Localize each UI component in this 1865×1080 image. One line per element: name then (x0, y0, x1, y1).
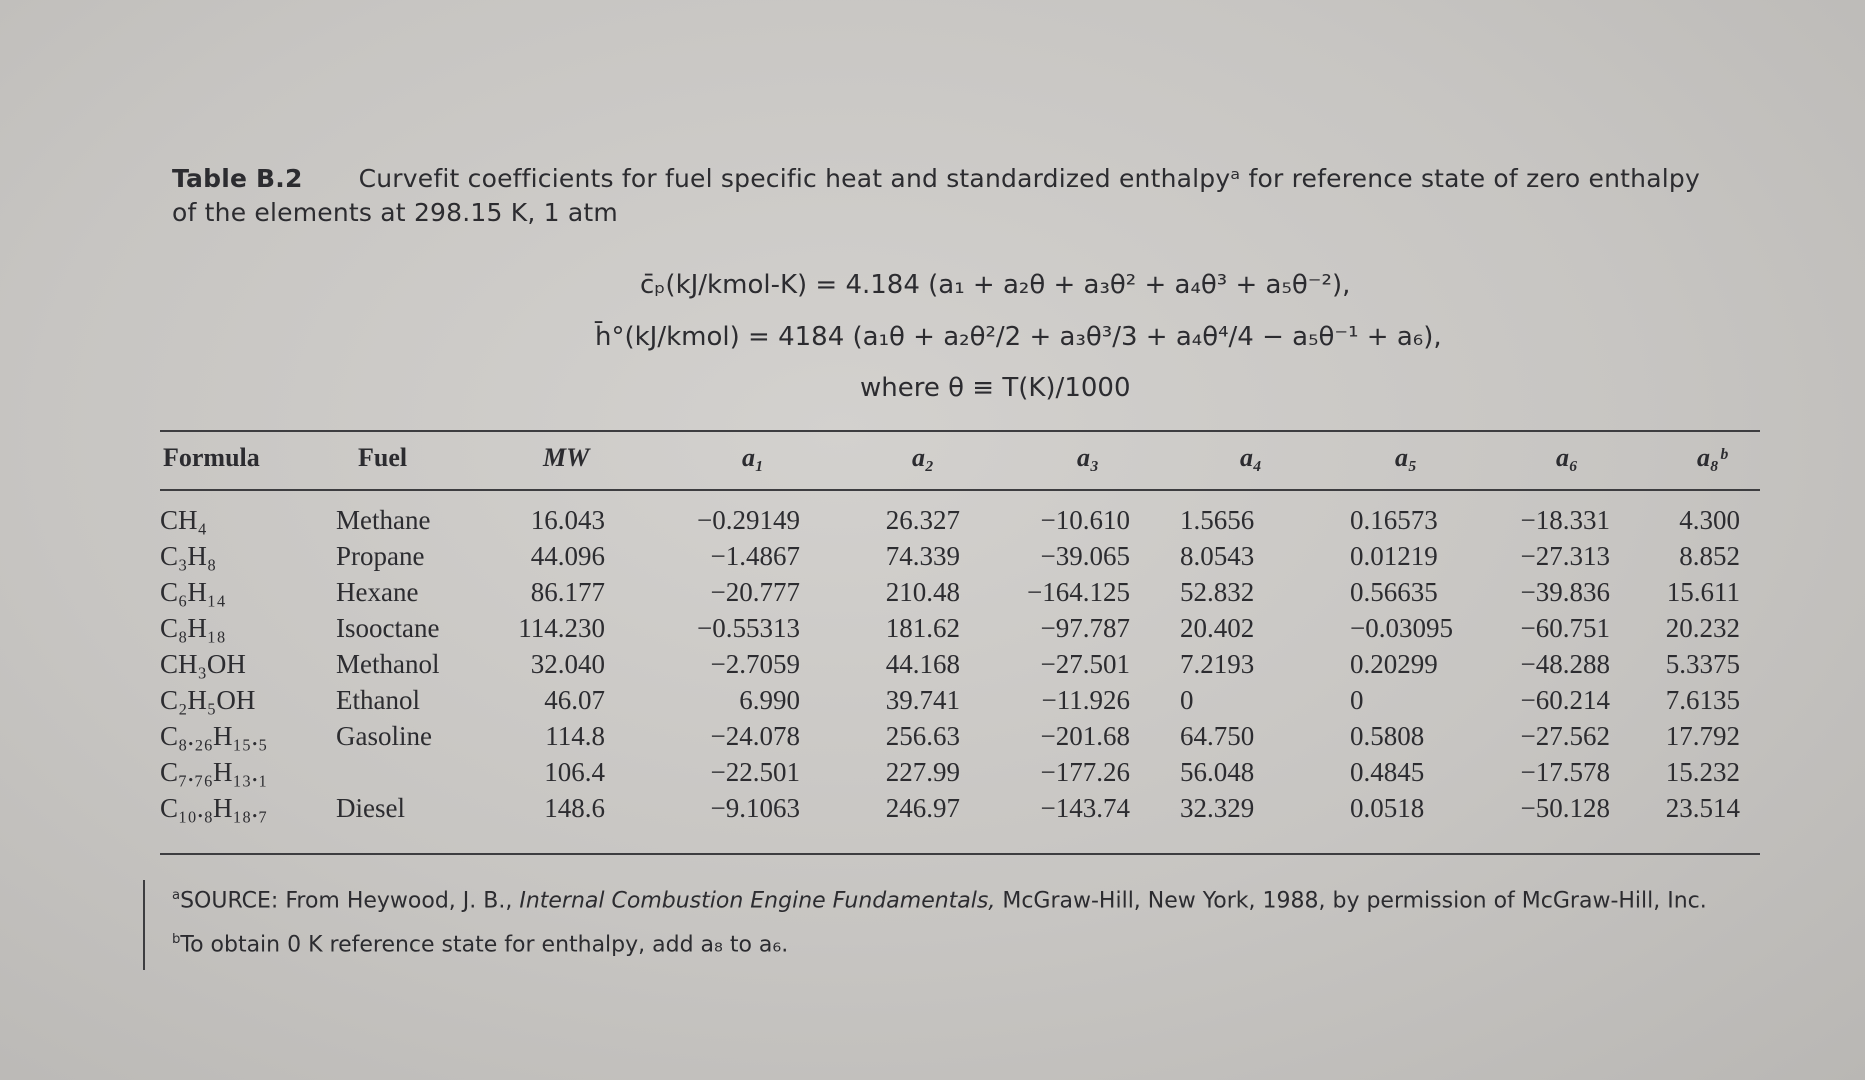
header-a8: a₈ᵇ (1697, 443, 1727, 472)
footnote-source-pre: SOURCE: From Heywood, J. B., (180, 888, 520, 914)
table-row (0, 721, 1865, 757)
header-a3: a₃ (1077, 443, 1100, 472)
a5-cell: 0.56635 (1350, 577, 1438, 607)
table-row (0, 541, 1865, 577)
table-top-rule (160, 430, 1760, 432)
theta-definition: where θ ≡ T(K)/1000 (860, 373, 1131, 403)
mw-cell: 16.043 (530, 505, 605, 535)
fuel-cell: Diesel (336, 793, 405, 823)
a3-cell: −10.610 (1040, 505, 1130, 535)
footnote-reference-state (172, 932, 788, 957)
a4-cell: 7.2193 (1180, 649, 1255, 679)
footnote-source-post: McGraw-Hill, New York, 1988, by permission of McGraw-Hill, Inc. (995, 888, 1707, 914)
a6-cell: −27.313 (1520, 541, 1610, 571)
table-row (0, 577, 1865, 613)
fuel-cell: Isooctane (336, 613, 440, 643)
a5-cell: 0.20299 (1350, 649, 1438, 679)
a4-cell: 8.0543 (1180, 541, 1255, 571)
a3-cell: −177.26 (1040, 757, 1130, 787)
a5-cell: 0.4845 (1350, 757, 1425, 787)
header-formula: Formula (163, 443, 260, 472)
a3-cell: −39.065 (1040, 541, 1130, 571)
a8-cell: 23.514 (1665, 793, 1740, 823)
cp-equation: c̄ₚ(kJ/kmol-K) = 4.184 (a₁ + a₂θ + a₃θ² + a₄θ³ + a₅θ⁻²), (640, 270, 1351, 300)
a1-cell: −1.4867 (710, 541, 800, 571)
a8-cell: 7.6135 (1665, 685, 1740, 715)
fuel-cell: Gasoline (336, 721, 432, 751)
header-a5: a₅ (1395, 443, 1418, 472)
a1-cell: −0.55313 (697, 613, 800, 643)
header-a4: a₄ (1240, 443, 1263, 472)
a6-cell: −60.214 (1520, 685, 1610, 715)
a8-cell: 15.611 (1666, 577, 1740, 607)
a1-cell: −24.078 (710, 721, 800, 751)
a5-cell: −0.03095 (1350, 613, 1453, 643)
a8-cell: 15.232 (1665, 757, 1740, 787)
formula-cell: CH₄ (160, 505, 207, 535)
a4-cell: 0 (1180, 685, 1194, 715)
header-mw: MW (543, 443, 590, 472)
a2-cell: 44.168 (885, 649, 960, 679)
a4-cell: 64.750 (1180, 721, 1255, 751)
a8-cell: 4.300 (1679, 505, 1740, 535)
a3-cell: −11.926 (1041, 685, 1130, 715)
a2-cell: 39.741 (885, 685, 960, 715)
enthalpy-equation: h̄°(kJ/kmol) = 4184 (a₁θ + a₂θ²/2 + a₃θ³/3 + a₄θ⁴/4 − a₅θ⁻¹ + a₆), (595, 322, 1442, 352)
fuel-cell: Methanol (336, 649, 440, 679)
a3-cell: −164.125 (1027, 577, 1130, 607)
header-a6: a₆ (1556, 443, 1579, 472)
a5-cell: 0.5808 (1350, 721, 1425, 751)
footnote-a-mark: a (172, 888, 181, 903)
fuel-cell: Propane (336, 541, 425, 571)
a5-cell: 0 (1350, 685, 1364, 715)
mw-cell: 86.177 (530, 577, 605, 607)
footnote-source (172, 888, 1707, 913)
footnote-b-mark: b (172, 932, 181, 947)
a2-cell: 181.62 (885, 613, 960, 643)
mw-cell: 148.6 (544, 793, 605, 823)
a6-cell: −48.288 (1520, 649, 1610, 679)
a6-cell: −27.562 (1520, 721, 1610, 751)
a8-cell: 5.3375 (1665, 649, 1740, 679)
fuel-cell: Ethanol (336, 685, 420, 715)
caption-text: Curvefit coefficients for fuel specific heat and standardized enthalpyᵃ for reference state of zero enthalpy of the elements at 298.15 K, 1 atm (172, 164, 1700, 227)
formula-cell: C₇.₇₆H₁₃.₁ (160, 757, 268, 787)
footnote-bar (143, 880, 145, 970)
a6-cell: −39.836 (1520, 577, 1610, 607)
footnote-reference-text: To obtain 0 K reference state for enthalpy, add a₈ to a₆. (180, 932, 789, 958)
mw-cell: 32.040 (530, 649, 605, 679)
a4-cell: 52.832 (1180, 577, 1255, 607)
a1-cell: −9.1063 (710, 793, 800, 823)
a6-cell: −18.331 (1520, 505, 1610, 535)
table-row (0, 649, 1865, 685)
mw-cell: 46.07 (544, 685, 605, 715)
header-a1: a₁ (742, 443, 765, 472)
table-label: Table B.2 (172, 164, 303, 193)
mw-cell: 44.096 (530, 541, 605, 571)
a3-cell: −27.501 (1040, 649, 1130, 679)
table-caption (172, 162, 1732, 230)
table-row (0, 793, 1865, 829)
a4-cell: 1.5656 (1180, 505, 1255, 535)
fuel-cell: Methane (336, 505, 431, 535)
a4-cell: 32.329 (1180, 793, 1255, 823)
formula-cell: C₁₀.₈H₁₈.₇ (160, 793, 268, 823)
a5-cell: 0.16573 (1350, 505, 1438, 535)
a1-cell: −22.501 (710, 757, 800, 787)
formula-cell: CH₃OH (160, 649, 246, 679)
table-row (0, 685, 1865, 721)
a2-cell: 26.327 (885, 505, 960, 535)
table-header-rule (160, 489, 1760, 491)
a5-cell: 0.0518 (1350, 793, 1425, 823)
header-a2: a₂ (912, 443, 935, 472)
a3-cell: −201.68 (1040, 721, 1130, 751)
header-fuel: Fuel (358, 443, 408, 472)
formula-cell: C₆H₁₄ (160, 577, 226, 607)
a2-cell: 246.97 (885, 793, 960, 823)
table-row (0, 505, 1865, 541)
a4-cell: 56.048 (1180, 757, 1255, 787)
a8-cell: 17.792 (1665, 721, 1740, 751)
a6-cell: −60.751 (1520, 613, 1610, 643)
a5-cell: 0.01219 (1350, 541, 1438, 571)
formula-cell: C₈H₁₈ (160, 613, 226, 643)
formula-cell: C₈.₂₆H₁₅.₅ (160, 721, 268, 751)
a3-cell: −143.74 (1040, 793, 1130, 823)
a2-cell: 227.99 (885, 757, 960, 787)
a2-cell: 256.63 (885, 721, 960, 751)
table-bottom-rule (160, 853, 1760, 855)
a6-cell: −17.578 (1520, 757, 1610, 787)
a8-cell: 20.232 (1665, 613, 1740, 643)
a1-cell: −2.7059 (710, 649, 800, 679)
footnote-source-book: Internal Combustion Engine Fundamentals, (519, 888, 996, 914)
fuel-cell: Hexane (336, 577, 419, 607)
mw-cell: 114.8 (545, 721, 605, 751)
mw-cell: 114.230 (518, 613, 605, 643)
table-row (0, 613, 1865, 649)
a1-cell: 6.990 (739, 685, 800, 715)
a2-cell: 210.48 (885, 577, 960, 607)
mw-cell: 106.4 (544, 757, 605, 787)
formula-cell: C₂H₅OH (160, 685, 256, 715)
a1-cell: −0.29149 (697, 505, 800, 535)
a2-cell: 74.339 (885, 541, 960, 571)
a6-cell: −50.128 (1520, 793, 1610, 823)
a3-cell: −97.787 (1040, 613, 1130, 643)
a1-cell: −20.777 (710, 577, 800, 607)
a4-cell: 20.402 (1180, 613, 1255, 643)
formula-cell: C₃H₈ (160, 541, 217, 571)
a8-cell: 8.852 (1679, 541, 1740, 571)
table-row (0, 757, 1865, 793)
